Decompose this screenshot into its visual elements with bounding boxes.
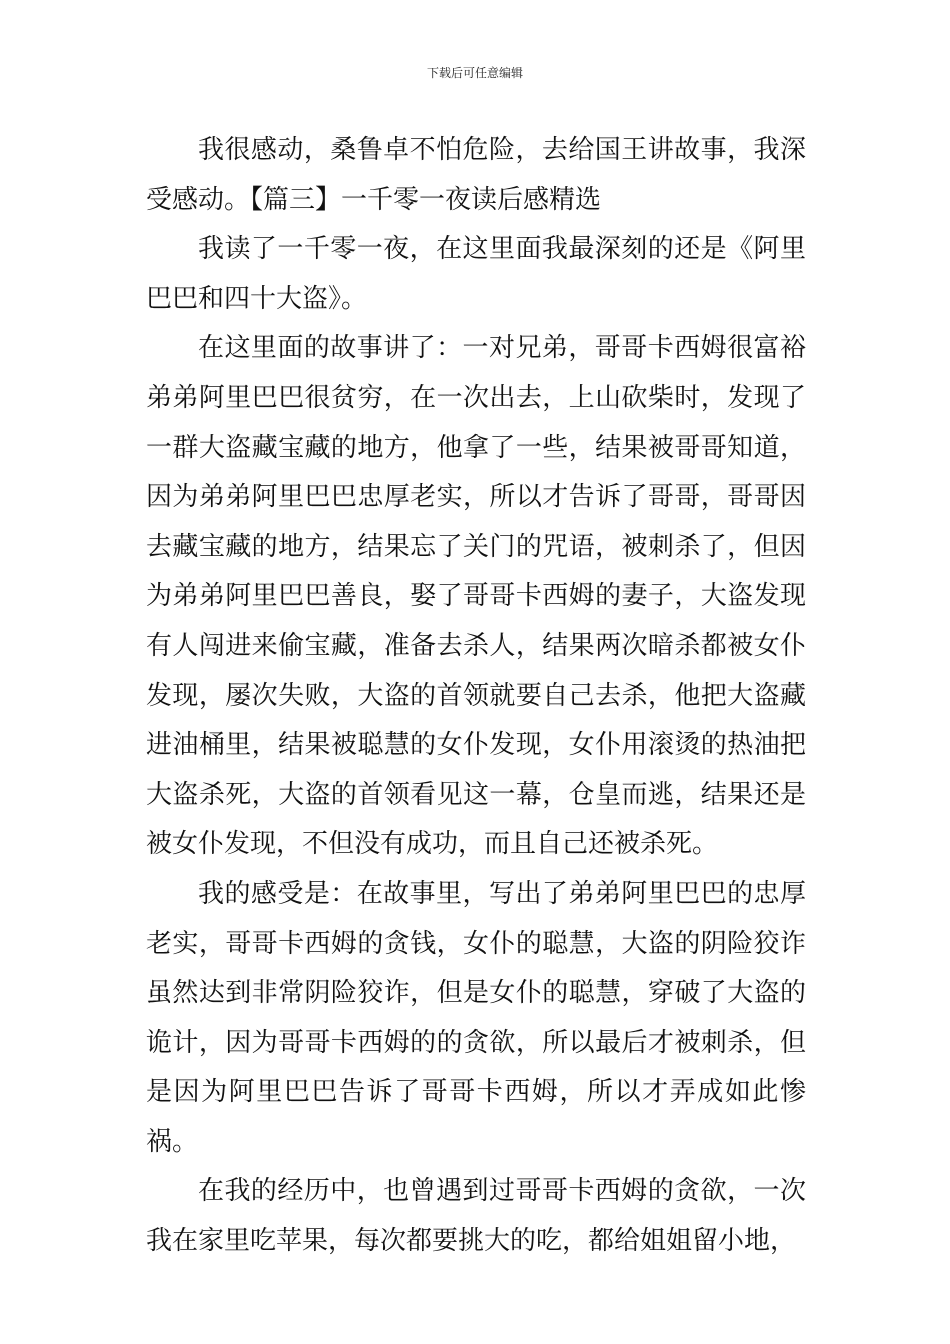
paragraph-2: 我读了一千零一夜，在这里面我最深刻的还是《阿里巴巴和四十大盗》。: [146, 234, 806, 314]
page-header: 下载后可任意编辑: [426, 66, 523, 80]
document-body: [146, 126, 806, 1267]
paragraph-1: 我很感动，桑鲁卓不怕危险，去给国王讲故事，我深受感动。【篇三】一千零一夜读后感精选: [146, 135, 806, 215]
paragraph-4: 我的感受是：在故事里，写出了弟弟阿里巴巴的忠厚老实，哥哥卡西姆的贪钱，女仆的聪慧，大盗的阴险狡诈虽然达到非常阴险狡诈，但是女仆的聪慧，穿破了大盗的诡计，因为哥哥卡西姆的的贪欲，所以最后才被刺杀，但是因为阿里巴巴告诉了哥哥卡西姆，所以才弄成如此惨祸。: [146, 878, 806, 1157]
paragraph-5: 在我的经历中，也曾遇到过哥哥卡西姆的贪欲，一次我在家里吃苹果，每次都要挑大的吃，都给姐姐留小地，: [146, 1176, 806, 1257]
paragraph-3: 在这里面的故事讲了：一对兄弟，哥哥卡西姆很富裕弟弟阿里巴巴很贫穷，在一次出去，上山砍柴时，发现了一群大盗藏宝藏的地方，他拿了一些，结果被哥哥知道，因为弟弟阿里巴巴忠厚老实，所以才告诉了哥哥，哥哥因去藏宝藏的地方，结果忘了关门的咒语，被刺杀了，但因为弟弟阿里巴巴善良，娶了哥哥卡西姆的妻子，大盗发现有人闯进来偷宝藏，准备去杀人，结果两次暗杀都被女仆发现，屡次失败，大盗的首领就要自己去杀，他把大盗藏进油桶里，结果被聪慧的女仆发现，女仆用滚烫的热油把大盗杀死，大盗的首领看见这一幕，仓皇而逃，结果还是被女仆发现，不但没有成功，而且自己还被杀死。: [146, 333, 806, 860]
